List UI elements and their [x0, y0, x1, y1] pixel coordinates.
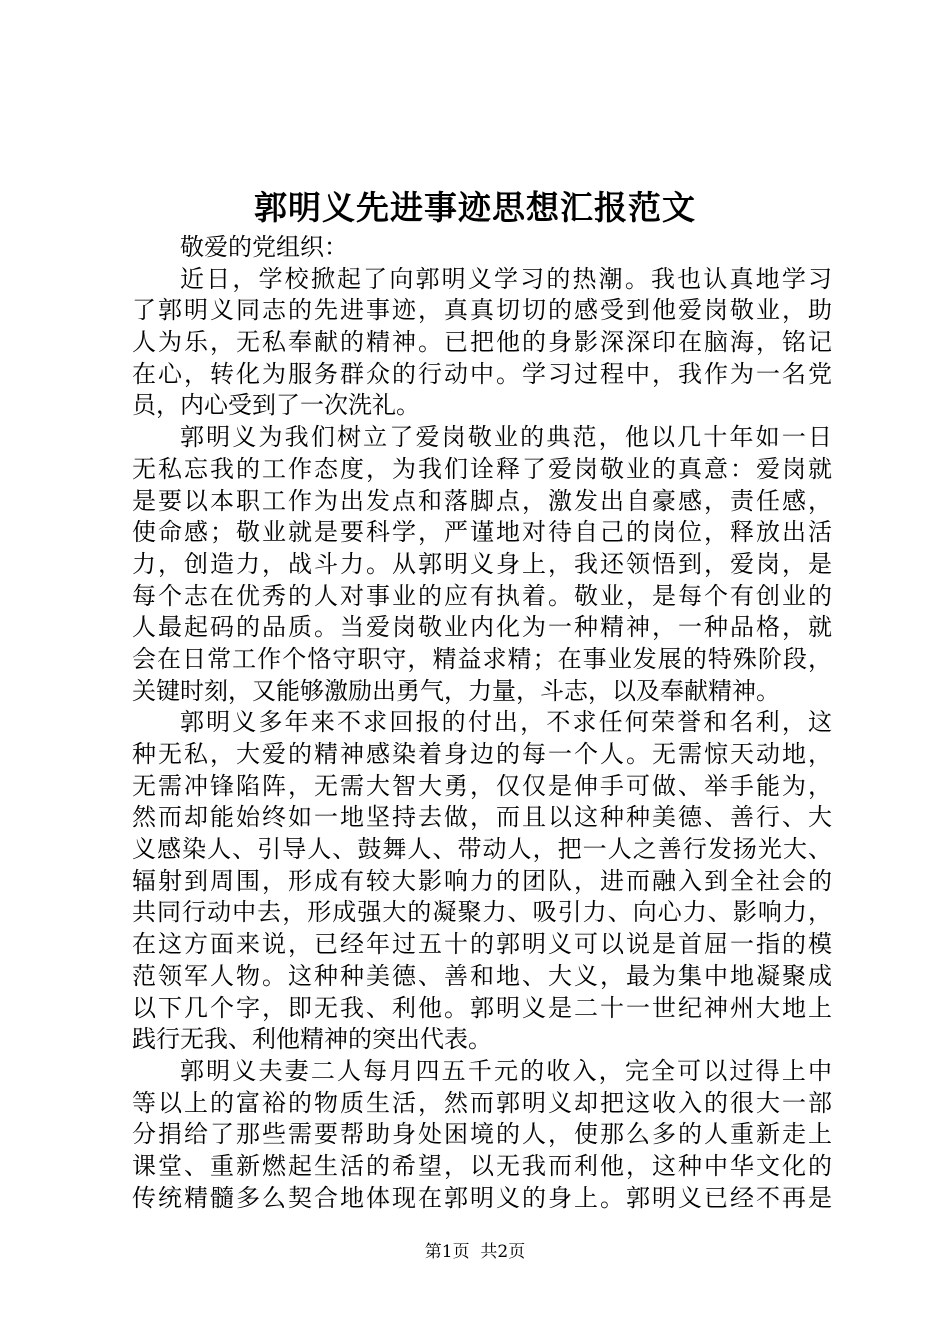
- paragraph-line: 辐射到周围，形成有较大影响力的团队，进而融入到全社会的: [132, 866, 832, 895]
- paragraph-line: 会在日常工作个恪守职守，精益求精；在事业发展的特殊阶段，: [132, 644, 832, 673]
- salutation: 敬爱的党组织：: [180, 233, 348, 261]
- paragraph-line: 人最起码的品质。当爱岗敬业内化为一种精神，一种品格，就: [132, 613, 832, 642]
- paragraph-line: 是要以本职工作为出发点和落脚点，激发出自豪感，责任感，: [132, 486, 832, 515]
- paragraph-line: 力，创造力，战斗力。从郭明义身上，我还领悟到，爱岗，是: [132, 549, 832, 578]
- paragraph-line: 课堂、重新燃起生活的希望，以无我而利他，这种中华文化的: [132, 1151, 832, 1180]
- paragraph-line: 等以上的富裕的物质生活，然而郭明义却把这收入的很大一部: [132, 1088, 832, 1117]
- paragraph-line: 义感染人、引导人、鼓舞人、带动人，把一人之善行发扬光大、: [132, 835, 832, 864]
- paragraph-line: 郭明义夫妻二人每月四五千元的收入，完全可以过得上中: [180, 1056, 832, 1085]
- paragraph-line: 使命感；敬业就是要科学，严谨地对待自己的岗位，释放出活: [132, 518, 832, 547]
- paragraph-line: 关键时刻，又能够激励出勇气，力量，斗志，以及奉献精神。: [132, 676, 780, 705]
- paragraph-line: 人为乐，无私奉献的精神。已把他的身影深深印在脑海，铭记: [132, 328, 832, 357]
- paragraph-line: 员，内心受到了一次洗礼。: [132, 391, 420, 420]
- paragraph-line: 在心，转化为服务群众的行动中。学习过程中，我作为一名党: [132, 359, 832, 388]
- paragraph-line: 共同行动中去，形成强大的凝聚力、吸引力、向心力、影响力，: [132, 898, 832, 927]
- paragraph-line: 传统精髓多么契合地体现在郭明义的身上。郭明义已经不再是: [132, 1183, 832, 1212]
- document-body: [132, 232, 832, 1214]
- paragraph-line: 无需冲锋陷阵，无需大智大勇，仅仅是伸手可做、举手能为，: [132, 771, 832, 800]
- paragraph-line: 近日，学校掀起了向郭明义学习的热潮。我也认真地学习: [180, 264, 832, 293]
- paragraph-line: 分捐给了那些需要帮助身处困境的人，使那么多的人重新走上: [132, 1120, 832, 1149]
- paragraph-line: 了郭明义同志的先进事迹，真真切切的感受到他爱岗敬业，助: [132, 296, 832, 325]
- paragraph-line: 以下几个字，即无我、利他。郭明义是二十一世纪神州大地上: [132, 993, 832, 1022]
- paragraph-line: 范领军人物。这种种美德、善和地、大义，最为集中地凝聚成: [132, 961, 832, 990]
- page-number-footer: 第1页 共2页: [424, 1242, 526, 1262]
- document-title: 郭明义先进事迹思想汇报范文: [254, 188, 696, 227]
- paragraph-line: 种无私，大爱的精神感染着身边的每一个人。无需惊天动地，: [132, 740, 832, 768]
- paragraph-line: 郭明义为我们树立了爱岗敬业的典范，他以几十年如一日: [180, 423, 832, 452]
- paragraph-line: 在这方面来说，已经年过五十的郭明义可以说是首屈一指的模: [132, 930, 832, 959]
- paragraph-line: 然而却能始终如一地坚持去做，而且以这种种美德、善行、大: [132, 803, 832, 832]
- paragraph-line: 无私忘我的工作态度，为我们诠释了爱岗敬业的真意：爱岗就: [132, 454, 832, 483]
- paragraph-line: 每个志在优秀的人对事业的应有执着。敬业，是每个有创业的: [132, 581, 832, 610]
- paragraph-line: 郭明义多年来不求回报的付出，不求任何荣誉和名利，这: [180, 708, 832, 737]
- paragraph-line: 践行无我、利他精神的突出代表。: [132, 1025, 492, 1054]
